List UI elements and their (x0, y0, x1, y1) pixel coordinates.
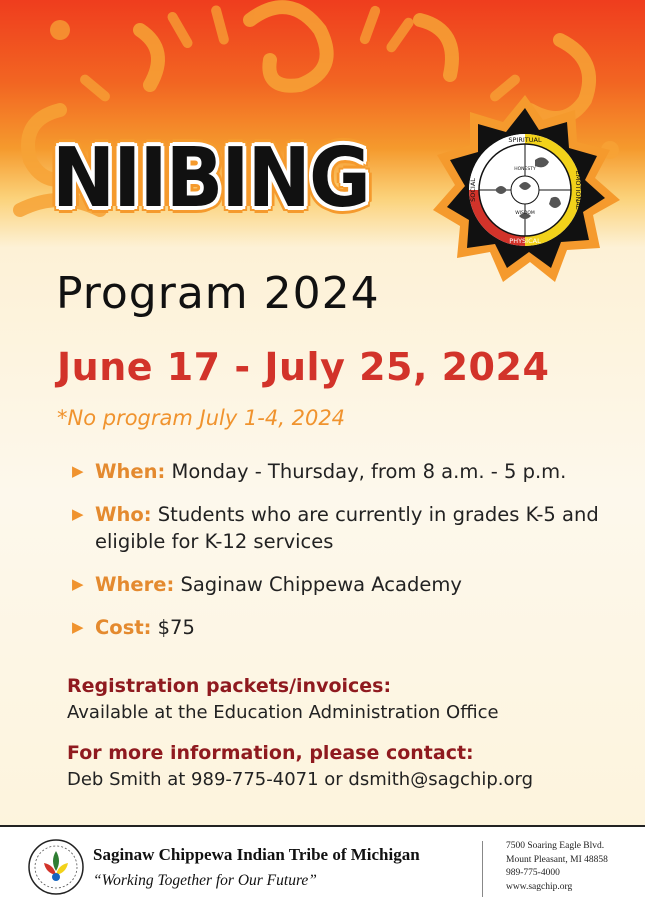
no-program-note: *No program July 1-4, 2024 (57, 406, 346, 430)
tribe-address (506, 840, 608, 894)
website-link[interactable]: www.sagchip.org (506, 881, 573, 892)
address-line: 7500 Soaring Eagle Blvd. (506, 841, 605, 851)
detail-label: Who: (95, 503, 152, 526)
detail-label: Where: (95, 573, 175, 596)
detail-text: Saginaw Chippewa Academy (180, 573, 462, 596)
bullet-arrow-icon: ▶ (72, 575, 84, 593)
detail-text: $75 (157, 616, 195, 639)
detail-label: When: (95, 460, 166, 483)
detail-who (70, 501, 630, 555)
medallion-label-upper-inner: HONESTY (514, 167, 536, 172)
registration-body: Available at the Education Administration Office (67, 702, 499, 723)
detail-cost (70, 614, 630, 641)
medallion-label-top: SPIRITUAL (508, 136, 542, 144)
medallion-label-left: SOCIAL (469, 178, 477, 202)
medicine-wheel-medallion (430, 95, 620, 285)
medallion-label-right: EMOTIONAL (574, 170, 582, 210)
tribe-motto: “Working Together for Our Future” (93, 872, 317, 889)
detail-where (70, 571, 630, 598)
program-title: NIIBING (52, 131, 370, 226)
contact-heading: For more information, please contact: (67, 742, 474, 764)
bullet-arrow-icon: ▶ (72, 462, 84, 480)
detail-label: Cost: (95, 616, 152, 639)
medallion-label-lower-inner: WISDOM (515, 211, 535, 216)
program-dates: June 17 - July 25, 2024 (57, 345, 550, 389)
phone-line: 989-775-4000 (506, 868, 560, 878)
tribe-name: Saginaw Chippewa Indian Tribe of Michigan (93, 845, 420, 864)
detail-when (70, 458, 630, 485)
footer (0, 825, 645, 909)
address-line: Mount Pleasant, MI 48858 (506, 854, 608, 865)
contact-body: Deb Smith at 989-775-4071 or dsmith@sagchip.org (67, 769, 534, 790)
bullet-arrow-icon: ▶ (72, 505, 84, 523)
bullet-arrow-icon: ▶ (72, 618, 84, 636)
registration-heading: Registration packets/invoices: (67, 675, 392, 697)
program-subtitle: Program 2024 (56, 268, 380, 319)
medallion-label-bottom: PHYSICAL (509, 237, 541, 245)
program-details-list (70, 458, 630, 657)
footer-divider (482, 841, 483, 897)
detail-text: Students who are currently in grades K-5 and eligible for K-12 services (95, 503, 599, 553)
tribe-seal-logo (28, 839, 84, 895)
detail-text: Monday - Thursday, from 8 a.m. - 5 p.m. (171, 460, 567, 483)
